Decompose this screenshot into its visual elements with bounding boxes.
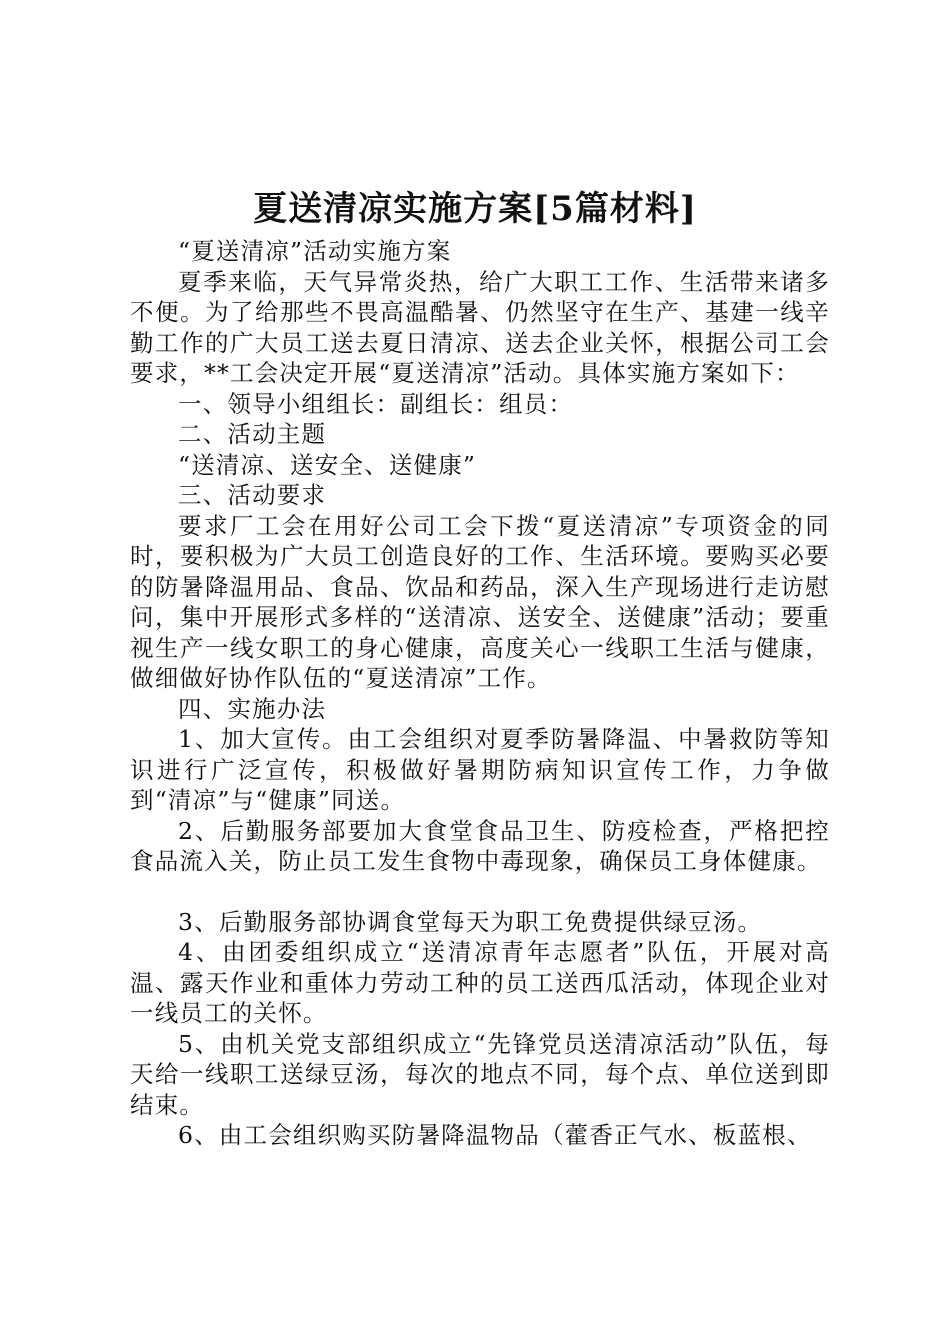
section-heading-theme: 二、活动主题 bbox=[178, 420, 327, 448]
section-heading-requirements: 三、活动要求 bbox=[178, 481, 327, 509]
method-item-2: 2、后勤服务部要加大食堂食品卫生、防疫检查，严格把控食品流入关，防止员工发生食物中毒现象，确保员工身体健康。 bbox=[130, 816, 830, 875]
method-item-3: 3、后勤服务部协调食堂每天为职工免费提供绿豆汤。 bbox=[178, 907, 763, 936]
method-item-4: 4、由团委组织成立“送清凉青年志愿者”队伍，开展对高温、露天作业和重体力劳动工种的员工送西瓜活动，体现企业对一线员工的关怀。 bbox=[130, 938, 830, 1027]
subtitle-paragraph: “夏送清凉”活动实施方案 bbox=[178, 237, 452, 265]
document-title: 夏送清凉实施方案[5篇材料] bbox=[253, 189, 697, 229]
section-heading-leadership: 一、领导小组组长：副组长：组员： bbox=[178, 389, 574, 418]
method-item-1: 1、加大宣传。由工会组织对夏季防暑降温、中暑救防等知识进行广泛宣传，积极做好暑期防病知识宣传工作，力争做到“清凉”与“健康”同送。 bbox=[130, 725, 830, 814]
section-heading-methods: 四、实施办法 bbox=[178, 694, 327, 723]
method-item-5: 5、由机关党支部组织成立“先锋党员送清凉活动”队伍，每天给一线职工送绿豆汤，每次的地点不同，每个点、单位送到即结束。 bbox=[130, 1029, 830, 1119]
method-item-6: 6、由工会组织购买防暑降温物品（藿香正气水、板蓝根、 bbox=[178, 1121, 812, 1149]
paragraph-gap bbox=[130, 877, 830, 907]
intro-paragraph: 夏季来临，天气异常炎热，给广大职工工作、生活带来诸多不便。为了给那些不畏高温酷暑、仍然坚守在生产、基建一线辛勤工作的广大员工送去夏日清凉、送去企业关怀，根据公司工会要求，**工会决定开展“夏送清凉”活动。具体实施方案如下： bbox=[130, 267, 830, 387]
requirements-paragraph: 要求厂工会在用好公司工会下拨“夏送清凉”专项资金的同时，要积极为广大员工创造良好的工作、生活环境。要购买必要的防暑降温用品、食品、饮品和药品，深入生产现场进行走访慰问，集中开展形式多样的“送清凉、送安全、送健康”活动；要重视生产一线女职工的身心健康，高度关心一线职工生活与健康，做细做好协作队伍的“夏送清凉”工作。 bbox=[130, 511, 830, 692]
theme-slogan: “送清凉、送安全、送健康” bbox=[178, 450, 477, 479]
document-body bbox=[130, 236, 830, 1151]
